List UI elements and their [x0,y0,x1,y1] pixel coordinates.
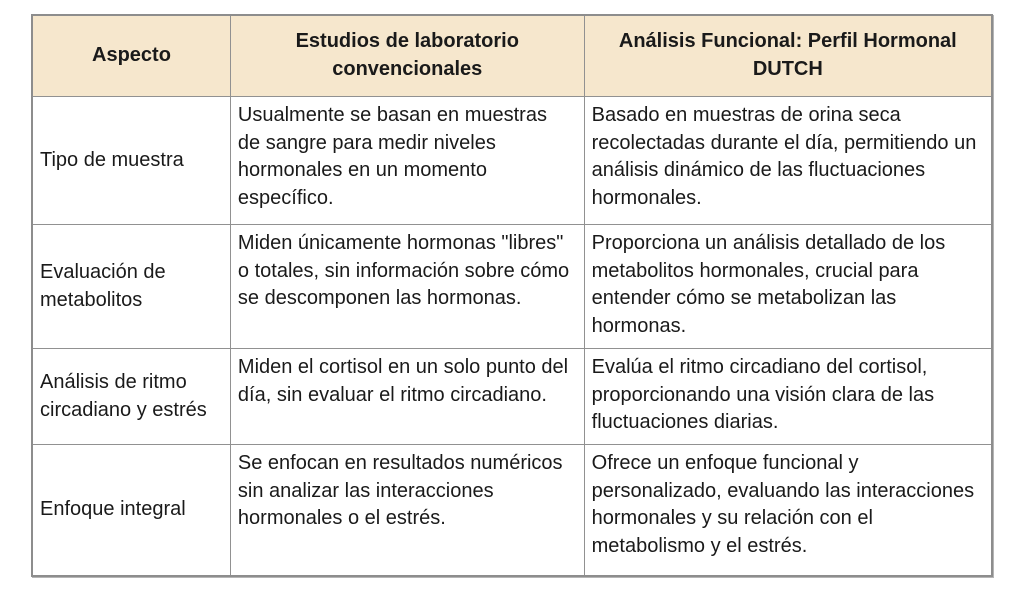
dutch-cell: Evalúa el ritmo circadiano del cortisol, proporcionando una visión clara de las fluctuaciones diarias. [584,349,992,445]
header-aspecto: Aspecto [32,15,230,97]
conventional-cell: Miden únicamente hormonas "libres" o totales, sin información sobre cómo se descomponen las hormonas. [230,225,584,349]
aspect-cell: Análisis de ritmo circadiano y estrés [32,349,230,445]
dutch-cell: Proporciona un análisis detallado de los metabolitos hormonales, crucial para entender cómo se metabolizan las hormonas. [584,225,992,349]
table-row [32,97,992,225]
aspect-cell: Evaluación de metabolitos [32,225,230,349]
aspect-cell: Enfoque integral [32,445,230,576]
header-estudios-convencionales: Estudios de laboratorio convencionales [230,15,584,97]
conventional-cell: Se enfocan en resultados numéricos sin analizar las interacciones hormonales o el estrés. [230,445,584,576]
table-row [32,349,992,445]
header-analisis-dutch: Análisis Funcional: Perfil Hormonal DUTCH [584,15,992,97]
table-row [32,225,992,349]
table-row [32,445,992,576]
comparison-table [31,14,993,577]
dutch-cell: Basado en muestras de orina seca recolectadas durante el día, permitiendo un análisis dinámico de las fluctuaciones hormonales. [584,97,992,225]
header-row [32,15,992,97]
dutch-cell: Ofrece un enfoque funcional y personalizado, evaluando las interacciones hormonales y su relación con el metabolismo y el estrés. [584,445,992,576]
conventional-cell: Usualmente se basan en muestras de sangre para medir niveles hormonales en un momento específico. [230,97,584,225]
aspect-cell: Tipo de muestra [32,97,230,225]
conventional-cell: Miden el cortisol en un solo punto del día, sin evaluar el ritmo circadiano. [230,349,584,445]
